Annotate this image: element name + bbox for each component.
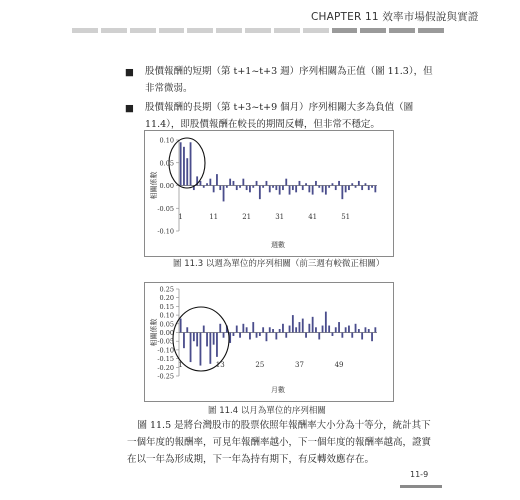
data-bar bbox=[242, 324, 244, 333]
body-paragraph: 圖 11.5 是將台灣股市的股票依照年報酬率大小分為十等分，統計其下一個年度的報酬率，可見年報酬率越小，下一個年度的報酬率越高，證實在以一年為形成期，下一年為持有期下，有反轉效應存在。 bbox=[127, 420, 432, 465]
data-bar bbox=[315, 327, 317, 332]
data-bar bbox=[200, 181, 202, 186]
x-tick-label: 37 bbox=[294, 361, 304, 369]
data-bar bbox=[295, 327, 297, 332]
data-bar bbox=[312, 186, 314, 195]
data-bar bbox=[285, 179, 287, 186]
data-bar bbox=[335, 327, 337, 332]
x-tick-label: 49 bbox=[334, 361, 344, 369]
data-bar bbox=[246, 327, 248, 332]
data-bar bbox=[282, 186, 284, 191]
x-tick-label: 25 bbox=[255, 361, 265, 369]
data-bar bbox=[289, 326, 291, 333]
x-tick-label: 41 bbox=[308, 213, 318, 221]
y-tick-label: 0.05 bbox=[159, 159, 174, 168]
data-bar bbox=[275, 186, 277, 191]
y-tick-label: 0.05 bbox=[159, 320, 174, 329]
y-tick-label: 0.10 bbox=[159, 136, 174, 145]
data-bar bbox=[341, 186, 343, 200]
data-bar bbox=[305, 183, 307, 185]
data-bar bbox=[355, 324, 357, 333]
data-bar bbox=[371, 333, 373, 342]
data-bar bbox=[209, 333, 211, 364]
data-bar bbox=[361, 186, 363, 191]
data-bar bbox=[223, 333, 225, 338]
y-axis-label: 相關係數 bbox=[150, 171, 158, 200]
data-bar bbox=[180, 142, 182, 185]
y-tick-label: 0.15 bbox=[159, 302, 174, 311]
y-tick-label: 0.00 bbox=[159, 182, 174, 190]
bullet-text-1: 股價報酬的短期（第 t+1~t+3 週）序列相關為正值（圖 11.3），但非常微弱。 bbox=[145, 66, 433, 94]
data-bar bbox=[249, 186, 251, 193]
weekly-autocorrelation-chart bbox=[145, 131, 393, 256]
data-bar bbox=[186, 158, 188, 185]
data-bar bbox=[351, 183, 353, 185]
data-bar bbox=[206, 183, 208, 185]
data-bar bbox=[341, 333, 343, 338]
data-bar bbox=[249, 333, 251, 340]
x-tick-label: 1 bbox=[178, 213, 183, 221]
data-bar bbox=[262, 327, 264, 332]
data-bar bbox=[256, 333, 258, 338]
data-bar bbox=[233, 181, 235, 186]
y-tick-label: -0.15 bbox=[157, 355, 174, 364]
data-bar bbox=[216, 333, 218, 357]
y-tick-label: -0.05 bbox=[157, 204, 174, 213]
figure-11-3-frame bbox=[144, 130, 394, 257]
data-bar bbox=[322, 186, 324, 193]
data-bar bbox=[315, 181, 317, 186]
page-number-bar bbox=[400, 485, 442, 488]
data-bar bbox=[203, 186, 205, 188]
figure-11-4-frame bbox=[144, 282, 394, 402]
data-bar bbox=[269, 327, 271, 332]
data-bar bbox=[299, 181, 301, 186]
y-tick-label: -0.10 bbox=[157, 227, 174, 236]
data-bar bbox=[292, 186, 294, 191]
x-tick-label: 31 bbox=[275, 213, 285, 221]
data-bar bbox=[266, 333, 268, 342]
y-tick-label: 0.10 bbox=[159, 311, 174, 320]
bullet-text-2: 股價報酬的長期（第 t+3~t+9 個月）序列相關大多為負值（圖 11.4），即股價報酬在較長的期間反轉，但非常不穩定。 bbox=[145, 102, 414, 130]
data-bar bbox=[213, 186, 215, 193]
x-axis-label: 月數 bbox=[271, 386, 285, 394]
data-bar bbox=[368, 186, 370, 191]
data-bar bbox=[332, 183, 334, 185]
data-bar bbox=[355, 186, 357, 188]
data-bar bbox=[308, 186, 310, 193]
y-axis-label: 相關係數 bbox=[150, 318, 158, 347]
data-bar bbox=[318, 333, 320, 340]
data-bar bbox=[272, 329, 274, 332]
data-bar bbox=[236, 326, 238, 333]
data-bar bbox=[338, 322, 340, 332]
data-bar bbox=[196, 333, 198, 347]
y-tick-label: -0.25 bbox=[157, 372, 174, 381]
data-bar bbox=[328, 186, 330, 188]
data-bar bbox=[219, 324, 221, 333]
x-tick-label: 13 bbox=[215, 361, 225, 369]
figure-11-3-caption: 圖 11.3 以週為單位的序列相關（前三週有較微正相關） bbox=[173, 259, 385, 269]
data-bar bbox=[345, 327, 347, 332]
data-bar bbox=[318, 186, 320, 188]
page-number: 11-9 bbox=[410, 470, 429, 479]
data-bar bbox=[216, 174, 218, 185]
monthly-autocorrelation-chart bbox=[145, 283, 393, 401]
data-bar bbox=[183, 147, 185, 186]
data-bar bbox=[203, 326, 205, 333]
data-bar bbox=[256, 181, 258, 186]
data-bar bbox=[213, 333, 215, 345]
data-bar bbox=[325, 312, 327, 333]
data-bar bbox=[246, 186, 248, 191]
data-bar bbox=[239, 186, 241, 188]
data-bar bbox=[193, 333, 195, 342]
data-bar bbox=[358, 329, 360, 332]
data-bar bbox=[348, 326, 350, 333]
data-bar bbox=[252, 322, 254, 332]
data-bar bbox=[223, 186, 225, 202]
data-bar bbox=[322, 326, 324, 333]
data-bar bbox=[368, 329, 370, 332]
data-bar bbox=[239, 333, 241, 338]
data-bar bbox=[335, 186, 337, 191]
data-bar bbox=[358, 181, 360, 186]
figure-11-4-caption: 圖 11.4 以月為單位的序列相關 bbox=[208, 406, 326, 416]
data-bar bbox=[180, 319, 182, 333]
y-tick-label: 0.20 bbox=[159, 294, 174, 303]
data-bar bbox=[269, 186, 271, 193]
data-bar bbox=[206, 333, 208, 347]
header-rule bbox=[72, 28, 444, 33]
x-tick-label: 11 bbox=[209, 213, 219, 221]
data-bar bbox=[219, 186, 221, 191]
data-bar bbox=[183, 333, 185, 349]
data-bar bbox=[299, 322, 301, 332]
x-tick-label: 1 bbox=[178, 361, 183, 369]
data-bar bbox=[226, 186, 228, 188]
data-bar bbox=[275, 333, 277, 340]
data-bar bbox=[338, 181, 340, 186]
x-tick-label: 21 bbox=[242, 213, 252, 221]
data-bar bbox=[285, 333, 287, 338]
data-bar bbox=[374, 186, 376, 193]
data-bar bbox=[279, 329, 281, 332]
data-bar bbox=[200, 333, 202, 366]
data-bar bbox=[279, 186, 281, 195]
data-bar bbox=[365, 327, 367, 332]
data-bar bbox=[229, 179, 231, 186]
y-tick-label: 0.00 bbox=[159, 329, 174, 337]
data-bar bbox=[305, 333, 307, 338]
y-tick-label: -0.05 bbox=[157, 337, 174, 346]
data-bar bbox=[351, 333, 353, 338]
data-bar bbox=[186, 327, 188, 332]
data-bar bbox=[302, 319, 304, 333]
data-bar bbox=[332, 333, 334, 336]
y-tick-label: -0.10 bbox=[157, 346, 174, 355]
data-bar bbox=[289, 186, 291, 195]
data-bar bbox=[209, 179, 211, 186]
y-tick-label: -0.20 bbox=[157, 363, 174, 372]
data-bar bbox=[266, 181, 268, 186]
bullet-marker: ■ bbox=[125, 103, 134, 114]
data-bar bbox=[365, 183, 367, 185]
data-bar bbox=[259, 333, 261, 336]
data-bar bbox=[190, 333, 192, 363]
x-axis-label: 週數 bbox=[271, 241, 285, 249]
data-bar bbox=[302, 186, 304, 191]
data-bar bbox=[252, 186, 254, 188]
data-bar bbox=[236, 186, 238, 191]
data-bar bbox=[259, 186, 261, 200]
data-bar bbox=[295, 186, 297, 193]
data-bar bbox=[328, 326, 330, 333]
data-bar bbox=[312, 317, 314, 333]
data-bar bbox=[308, 324, 310, 333]
data-bar bbox=[242, 179, 244, 186]
data-bar bbox=[262, 186, 264, 188]
data-bar bbox=[233, 333, 235, 336]
bullet-marker: ■ bbox=[125, 67, 134, 78]
data-bar bbox=[282, 324, 284, 333]
data-bar bbox=[348, 186, 350, 191]
data-bar bbox=[345, 186, 347, 193]
data-bar bbox=[374, 327, 376, 332]
x-tick-label: 51 bbox=[341, 213, 351, 221]
data-bar bbox=[190, 142, 192, 185]
data-bar bbox=[292, 315, 294, 332]
data-bar bbox=[371, 186, 373, 188]
y-tick-label: 0.25 bbox=[159, 285, 174, 294]
data-bar bbox=[361, 333, 363, 340]
chapter-title: CHAPTER 11 效率市場假說與實證 bbox=[311, 11, 479, 23]
data-bar bbox=[325, 186, 327, 195]
data-bar bbox=[272, 186, 274, 188]
